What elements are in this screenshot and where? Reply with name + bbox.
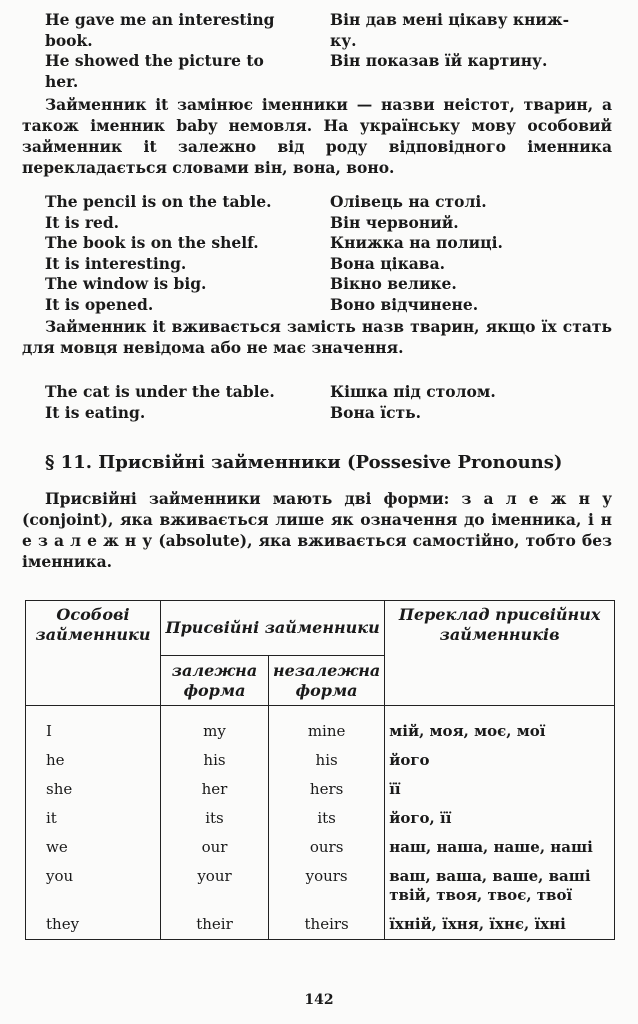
header-translation: Переклад присвійних займенників (385, 601, 615, 706)
personal-pronoun: she (26, 775, 161, 804)
translation: ваш, ваша, ваше, ваші твій, твоя, твоє, твої (385, 862, 615, 910)
conjoint-form: its (161, 804, 269, 833)
conjoint-form: our (161, 833, 269, 862)
example-en: The cat is under the table. (45, 382, 275, 401)
example-en: The window is big. (45, 274, 207, 293)
example-uk: Він дав мені цікаву книж- (330, 10, 570, 29)
translation: мій, моя, моє, мої (385, 706, 615, 747)
header-possessive: Присвійні займенники (161, 601, 385, 656)
personal-pronoun: I (26, 706, 161, 747)
example-en: It is eating. (45, 402, 146, 422)
example-en: He showed the picture to (45, 51, 264, 70)
example-en: book. (45, 30, 93, 50)
example-uk (330, 72, 625, 93)
translation: їхній, їхня, їхнє, їхні (385, 910, 615, 940)
conjoint-form: their (161, 910, 269, 940)
table-row (26, 833, 615, 862)
example-en: The book is on the shelf. (45, 233, 259, 252)
header-personal: Особові займенники (26, 601, 161, 706)
example-uk: Книжка на полиці. (330, 233, 503, 252)
translation: його (385, 746, 615, 775)
table-row (26, 775, 615, 804)
page-number: 142 (304, 992, 334, 1008)
conjoint-form: his (161, 746, 269, 775)
table-row (26, 746, 615, 775)
example-uk: Він показав їй картину. (330, 51, 548, 70)
example-uk: Вікно велике. (330, 274, 457, 293)
table-row (26, 804, 615, 833)
table-row (26, 910, 615, 940)
table-row (26, 706, 615, 747)
example-en: her. (45, 71, 79, 91)
possessive-pronouns-table (25, 600, 615, 940)
section-heading: § 11. Присвійні займенники (Possesive Pronouns) (45, 452, 563, 473)
example-block-3 (45, 382, 625, 423)
example-uk: Вона їсть. (330, 402, 422, 422)
personal-pronoun: you (26, 862, 161, 910)
absolute-form: his (269, 746, 385, 775)
example-en: It is red. (45, 212, 120, 232)
translation: його, її (385, 804, 615, 833)
absolute-form: yours (269, 862, 385, 910)
absolute-form: theirs (269, 910, 385, 940)
example-block-2 (45, 192, 625, 315)
example-uk: Олівець на столі. (330, 192, 487, 211)
example-uk: Вона цікава. (330, 253, 446, 273)
table-row (26, 862, 615, 910)
example-en: He gave me an interesting (45, 10, 275, 29)
absolute-form: hers (269, 775, 385, 804)
example-en: It is opened. (45, 294, 154, 314)
example-uk: Він червоний. (330, 212, 459, 232)
subheader-absolute: незалежна форма (269, 656, 385, 706)
personal-pronoun: he (26, 746, 161, 775)
example-en: It is interesting. (45, 253, 187, 273)
personal-pronoun: they (26, 910, 161, 940)
paragraph-animals: Займенник it вживається замість назв тварин, якщо їх стать для мовця невідома або не має значення. (22, 317, 612, 357)
example-en: The pencil is on the table. (45, 192, 272, 211)
conjoint-form: her (161, 775, 269, 804)
example-block-1 (45, 10, 625, 92)
personal-pronoun: we (26, 833, 161, 862)
paragraph-possessive: Присвійні займенники мають дві форми: з а л е ж н у (conjoint), яка вживається лише як означення до іменника, і н е з а л е ж н у (absolute), яка вживається самостійно, тобто без іменника. (22, 489, 612, 571)
translation: наш, наша, наше, наші (385, 833, 615, 862)
absolute-form: ours (269, 833, 385, 862)
example-uk: ку. (330, 30, 357, 50)
conjoint-form: your (161, 862, 269, 910)
absolute-form: mine (269, 706, 385, 747)
example-uk: Кішка під столом. (330, 382, 496, 401)
example-uk: Воно відчинене. (330, 294, 479, 314)
absolute-form: its (269, 804, 385, 833)
subheader-conjoint: залежна форма (161, 656, 269, 706)
paragraph-it-rule: Займенник it замінює іменники — назви неістот, тварин, а також іменник baby немовля. На українську мову особовий займенник it залежно від роду відповідного іменника перекладається словами він, вона, воно. (22, 95, 612, 177)
translation: її (385, 775, 615, 804)
personal-pronoun: it (26, 804, 161, 833)
conjoint-form: my (161, 706, 269, 747)
